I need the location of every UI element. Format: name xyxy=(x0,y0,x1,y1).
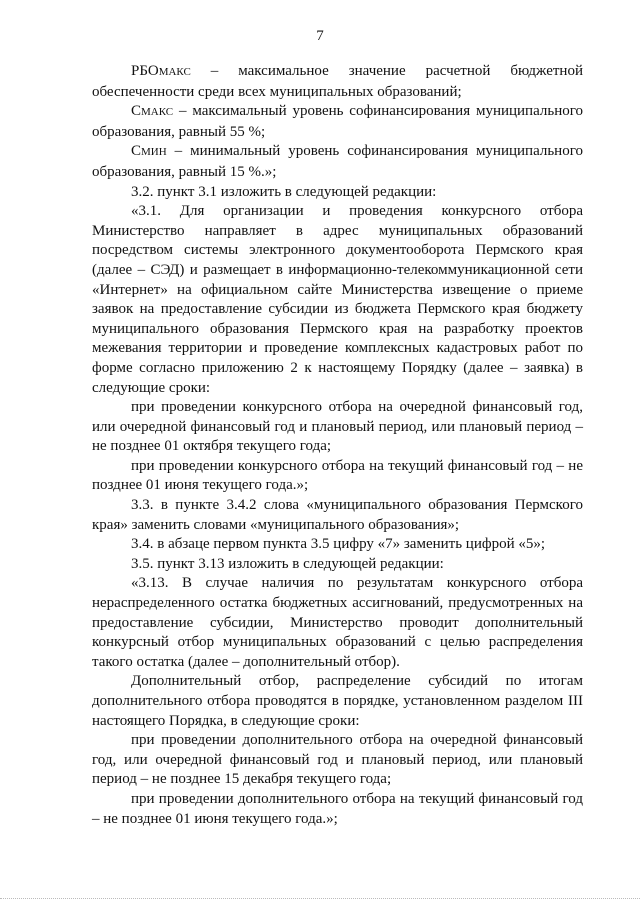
definition-text: – минимальный уровень софинансирования муниципального образования, равный 15 %.»; xyxy=(92,143,583,180)
page-number: 7 xyxy=(316,28,324,44)
paragraph-additional-deadline-next-year: при проведении дополнительного отбора на очередной финансовый год, или очередной финансовый год и плановый период, или плановый период – не позднее 15 декабря текущего года; xyxy=(92,732,583,788)
document-body xyxy=(92,62,583,829)
definition-text: – максимальное значение расчетной бюджетной обеспеченности среди всех муниципальных образований; xyxy=(92,63,583,100)
definition-text: – максимальный уровень софинансирования муниципального образования, равный 55 %; xyxy=(92,103,583,140)
paragraph-deadline-next-year: при проведении конкурсного отбора на очередной финансовый год, или очередной финансовый год и плановый период, или плановый период – не позднее 01 октября текущего года; xyxy=(92,399,583,455)
symbol-subscript-min: МИН xyxy=(141,146,167,159)
symbol-subscript-max: МАКС xyxy=(158,66,191,78)
paragraph-3-4: 3.4. в абзаце первом пункта 3.5 цифру «7» заменить цифрой «5»; xyxy=(131,536,546,553)
scan-bottom-edge xyxy=(0,898,640,900)
paragraph-3-13-new: «3.13. В случае наличия по результатам конкурсного отбора нераспределенного остатка бюджетных ассигнований, предусмотренных на предоставление субсидии, Министерство проводит дополнительный конкурсный отбор муниципальных образований с целью распределения такого остатка (далее – дополнительный отбор). xyxy=(92,575,583,670)
paragraph-3-1-new: «3.1. Для организации и проведения конкурсного отбора Министерство направляет в адрес муниципальных образований посредством системы электронного документооборота Пермского края (далее – СЭД) и размещает в информационно-телекоммуникационной сети «Интернет» на официальном сайте Министерства извещение о приеме заявок на предоставление субсидии из бюджета Пермского края бюджету муниципального образования Пермского края на разработку проектов межевания территории и проведение комплексных кадастровых работ по форме согласно приложению 2 к настоящему Порядку (далее – заявка) в следующие сроки: xyxy=(92,203,583,396)
symbol-c: С xyxy=(131,103,142,120)
symbol-subscript-max: МАКС xyxy=(141,106,174,119)
paragraph-additional-deadline-current-year: при проведении дополнительного отбора на текущий финансовый год – не позднее 01 июня текущего года.»; xyxy=(92,790,583,827)
paragraph-3-5: 3.5. пункт 3.13 изложить в следующей редакции: xyxy=(131,555,444,572)
symbol-rbo: РБО xyxy=(131,63,159,79)
paragraph-3-2: 3.2. пункт 3.1 изложить в следующей редакции: xyxy=(131,183,437,200)
definition-c-max xyxy=(92,102,583,142)
definition-c-min xyxy=(92,142,583,182)
paragraph-3-3: 3.3. в пункте 3.4.2 слова «муниципального образования Пермского края» заменить словами «муниципального образования»; xyxy=(92,497,583,533)
symbol-c: С xyxy=(131,143,142,160)
paragraph-additional-selection: Дополнительный отбор, распределение субсидий по итогам дополнительного отбора проводятся в порядке, установленном разделом III настоящего Порядка, в следующие сроки: xyxy=(92,673,583,729)
definition-rbo-max xyxy=(92,62,583,102)
paragraph-deadline-current-year: при проведении конкурсного отбора на текущий финансовый год – не позднее 01 июня текущего года.»; xyxy=(92,457,583,494)
